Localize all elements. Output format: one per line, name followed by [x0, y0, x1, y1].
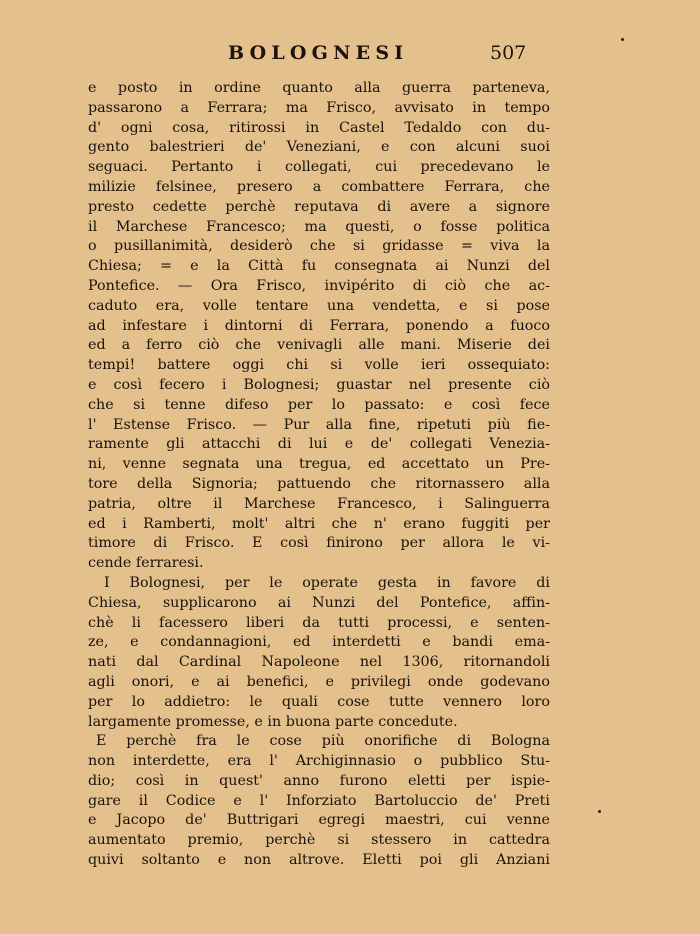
text-line: chè li facessero liberi da tutti processi, e senten- — [88, 614, 550, 631]
text-line: timore di Frisco. E così finirono per allora le vi- — [88, 535, 550, 552]
text-line: e così fecero i Bolognesi; guastar nel presente ciò — [88, 376, 550, 393]
text-line: ramente gli attacchi di lui e de' collegati Venezia- — [88, 436, 550, 453]
text-line: per lo addietro: le quali cose tutte vennero loro — [88, 693, 550, 710]
text-line: e posto in ordine quanto alla guerra parteneva, — [88, 80, 550, 96]
text-line: milizie felsinee, presero a combattere Ferrara, che — [88, 178, 550, 195]
scan-speck — [598, 810, 601, 813]
text-line: Pontefice. — Ora Frisco, invipérito di ciò che ac- — [88, 277, 550, 294]
text-line: ni, venne segnata una tregua, ed accettato un Pre- — [88, 456, 550, 473]
paragraph-first-line: I Bolognesi, per le operate gesta in favore di — [104, 574, 550, 591]
text-line: cende ferraresi. — [88, 555, 204, 572]
text-line: nati dal Cardinal Napoleone nel 1306, ritornandoli — [88, 654, 550, 671]
text-line: tempi! battere oggi chi si volle ieri ossequiato: — [88, 357, 550, 374]
text-line: ed i Ramberti, molt' altri che n' erano fuggiti per — [88, 515, 550, 532]
text-line: non interdette, era l' Archiginnasio o pubblico Stu- — [88, 753, 550, 770]
text-line: patria, oltre il Marchese Francesco, i Salinguerra — [88, 495, 550, 512]
text-line: l' Estense Frisco. — Pur alla fine, ripetuti più fie- — [88, 416, 550, 433]
text-line: Chiesa, supplicarono ai Nunzi del Pontefice, affin- — [88, 594, 550, 611]
text-line: ad infestare i dintorni di Ferrara, ponendo a fuoco — [88, 317, 550, 334]
text-line: che si tenne difeso per lo passato: e così fece — [88, 396, 550, 413]
paragraph-first-line: E perchè fra le cose più onorifiche di Bologna — [96, 733, 550, 750]
text-line: passarono a Ferrara; ma Frisco, avvisato in tempo — [88, 99, 550, 116]
text-line: tore della Signoria; pattuendo che ritornassero alla — [88, 475, 550, 492]
text-line: gento balestrieri de' Veneziani, e con alcuni suoi — [88, 139, 550, 156]
body-text — [88, 79, 550, 871]
text-line: aumentato premio, perchè si stessero in cattedra — [88, 832, 550, 849]
running-head — [228, 42, 528, 70]
text-line: quivi soltanto e non altrove. Eletti poi gli Anziani — [88, 852, 550, 869]
text-line: presto cedette perchè reputava di avere a signore — [88, 198, 550, 215]
text-line: seguaci. Pertanto i collegati, cui precedevano le — [88, 159, 550, 176]
text-line: il Marchese Francesco; ma questi, o fosse politica — [88, 218, 550, 235]
text-line: Chiesa; = e la Città fu consegnata ai Nunzi del — [88, 258, 550, 275]
text-line: ze, e condannagioni, ed interdetti e bandi ema- — [88, 634, 550, 651]
running-head-title: BOLOGNESI — [228, 42, 409, 64]
text-line: dio; così in quest' anno furono eletti per ispie- — [88, 772, 550, 789]
text-line: largamente promesse, e in buona parte concedute. — [88, 713, 458, 730]
text-line: e Jacopo de' Buttrigari egregi maestri, cui venne — [88, 812, 550, 829]
text-line: o pusillanimità, desiderò che si gridasse = viva la — [88, 238, 550, 255]
text-line: ed a ferro ciò che venivagli alle mani. Miserie dei — [88, 337, 550, 354]
scan-speck — [621, 38, 624, 41]
text-line: gare il Codice e l' Inforziato Bartoluccio de' Preti — [88, 792, 550, 809]
text-line: agli onori, e ai benefici, e privilegi onde godevano — [88, 673, 550, 690]
page-number: 507 — [490, 42, 527, 64]
text-line: caduto era, volle tentare una vendetta, e si pose — [88, 297, 550, 314]
text-line: d' ogni cosa, ritirossi in Castel Tedaldo con du- — [88, 119, 550, 136]
